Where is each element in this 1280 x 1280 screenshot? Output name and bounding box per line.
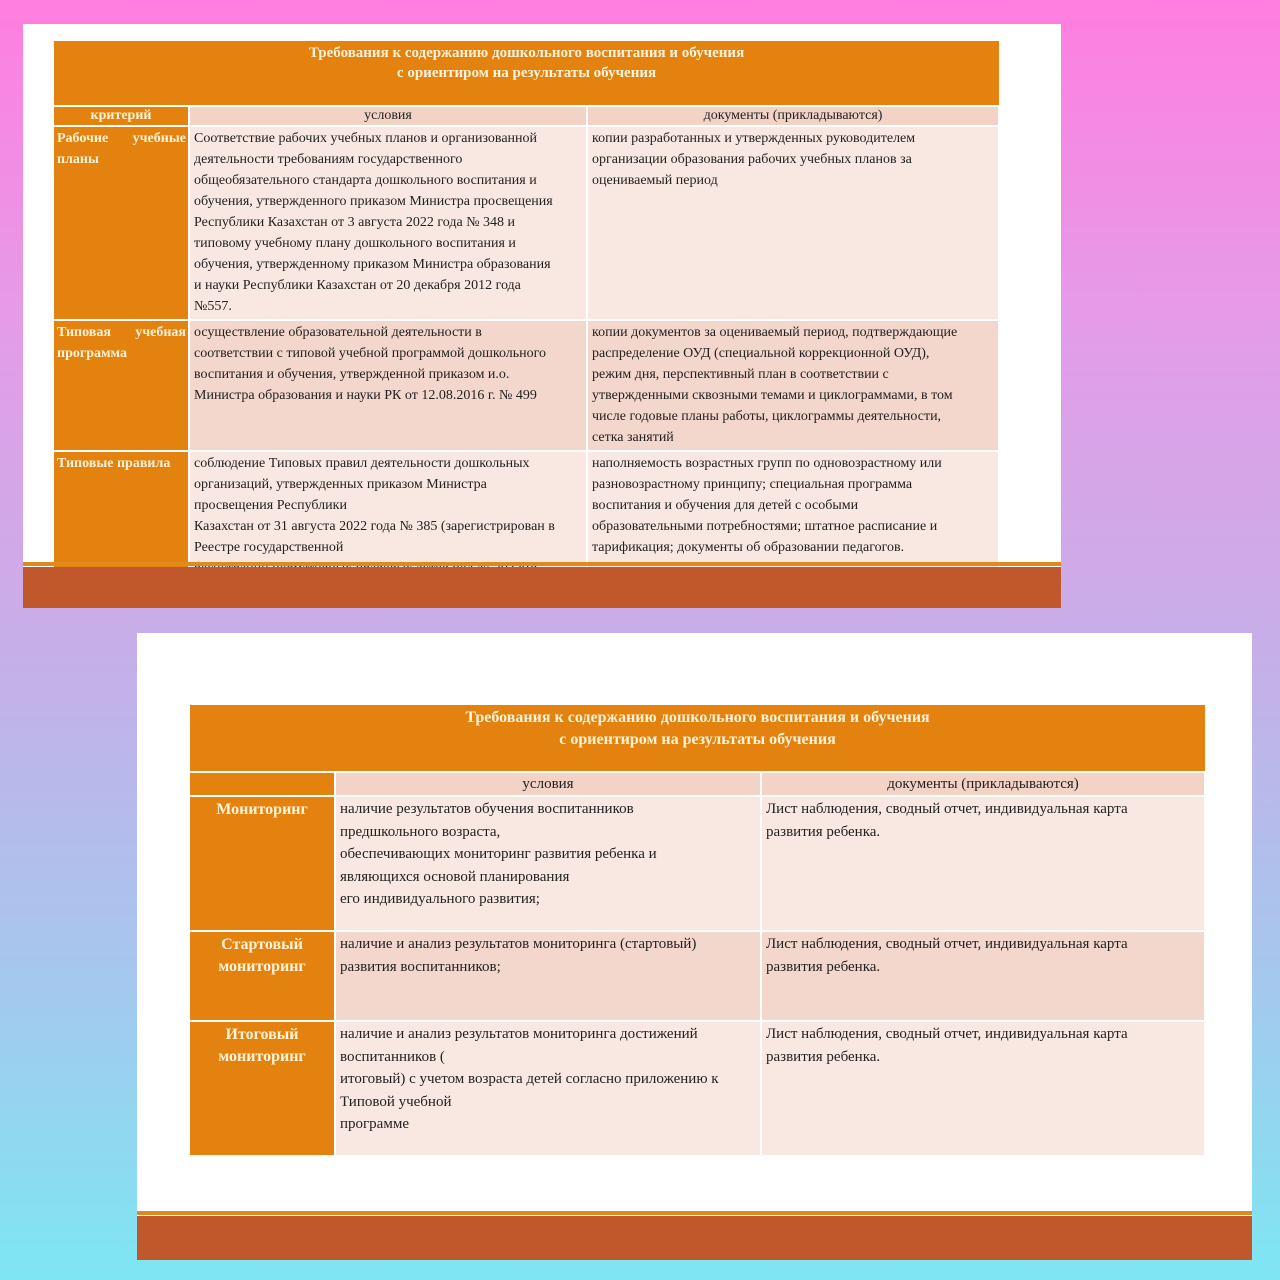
table-title: [54, 41, 999, 106]
header-documents: документы (прикладываются): [761, 772, 1205, 796]
criterion-line-1: Типовая учебная: [57, 325, 186, 340]
criterion-line-2: планы: [57, 152, 99, 167]
conditions-cell: наличие результатов обучения воспитанников предшкольного возраста, обеспечивающих мониторинг развития ребенка и являющихся основой планирования его индивидуального развития;: [335, 796, 761, 931]
criterion-line-1: Итоговый: [225, 1026, 299, 1043]
criterion-cell: [190, 796, 335, 931]
header-documents: документы (прикладываются): [587, 106, 999, 126]
documents-cell: Лист наблюдения, сводный отчет, индивидуальная карта развития ребенка.: [761, 1021, 1205, 1156]
slide-1: [23, 24, 1061, 608]
criterion-line-2: мониторинг: [218, 958, 306, 975]
conditions-cell: соблюдение Типовых правил деятельности дошкольных организаций, утвержденных приказом Министра просвещения Республики Казахстан от 31 августа 2022 года № 385 (зарегистрирован в Реестре государственной: [189, 451, 587, 597]
footer-bar: [23, 567, 1061, 608]
requirements-table-1: [54, 41, 1000, 598]
header-conditions: условия: [335, 772, 761, 796]
slide-2: [137, 633, 1252, 1260]
header-criterion: критерий: [54, 106, 189, 126]
criterion-line-1: Мониторинг: [216, 801, 308, 818]
title-line-2: с ориентиром на результаты обучения: [396, 65, 657, 81]
criterion-cell: [54, 320, 189, 451]
conditions-cell: наличие и анализ результатов мониторинга достижений воспитанников ( итоговый) с учетом возраста детей согласно приложению к Типовой учебной программе: [335, 1021, 761, 1156]
table-row: [190, 1021, 1205, 1156]
criterion-line-1: Стартовый: [221, 936, 303, 953]
header-criterion: [190, 772, 335, 796]
criterion-line-2: программа: [57, 346, 127, 361]
documents-cell: Лист наблюдения, сводный отчет, индивидуальная карта развития ребенка.: [761, 931, 1205, 1021]
title-line-2: с ориентиром на результаты обучения: [559, 731, 836, 748]
documents-cell: Лист наблюдения, сводный отчет, индивидуальная карта развития ребенка.: [761, 796, 1205, 931]
table-row: [190, 931, 1205, 1021]
criterion-line-1: Рабочие учебные: [57, 131, 186, 146]
documents-cell: копии разработанных и утвержденных руководителем организации образования рабочих учебных планов за оцениваемый период: [587, 126, 999, 320]
header-conditions: условия: [189, 106, 587, 126]
table-row: [190, 796, 1205, 931]
criterion-line-1: Типовые правила: [57, 456, 171, 471]
criterion-cell: [190, 1021, 335, 1156]
footer-line: [23, 562, 1061, 566]
table-row: [54, 126, 999, 320]
conditions-cell: Соответствие рабочих учебных планов и организованной деятельности требованиям государственного общеобязательного стандарта дошкольного воспитания и обучения, утвержденного приказом Министра просвещения Республики Казахстан от 3 августа 2022 года № 348 и типовому учебному плану дошкольного воспитания и обучения, утвержденному приказом Министра образования и науки Республики Казахстан от 20 декабря 2012 года №557.: [189, 126, 587, 320]
criterion-cell: [54, 126, 189, 320]
title-line-1: Требования к содержанию дошкольного воспитания и обучения: [308, 45, 745, 61]
conditions-cell: осуществление образовательной деятельности в соответствии с типовой учебной программой дошкольного воспитания и обучения, утвержденной приказом и.о. Министра образования и науки РК от 12.08.2016 г. № 499: [189, 320, 587, 451]
footer-bar: [137, 1216, 1252, 1260]
footer-line: [137, 1211, 1252, 1215]
criterion-line-2: мониторинг: [218, 1048, 306, 1065]
requirements-table-2: [190, 705, 1206, 1157]
table-row: [54, 320, 999, 451]
conditions-cell: наличие и анализ результатов мониторинга (стартовый) развития воспитанников;: [335, 931, 761, 1021]
documents-cell: наполняемость возрастных групп по одновозрастному или разновозрастному принципу; специальная программа воспитания и обучения для детей с особыми образовательными потребностями; штатное расписание и тарификация; документы об образовании педагогов.: [587, 451, 999, 597]
documents-cell: копии документов за оцениваемый период, подтверждающие распределение ОУД (специальной коррекционной ОУД), режим дня, перспективный план в соответствии с утвержденными сквозными темами и циклограммами, в том числе годовые планы работы, циклограммы деятельности, сетка занятий: [587, 320, 999, 451]
criterion-cell: [190, 931, 335, 1021]
table-title: [190, 705, 1205, 772]
title-line-1: Требования к содержанию дошкольного воспитания и обучения: [465, 709, 930, 726]
